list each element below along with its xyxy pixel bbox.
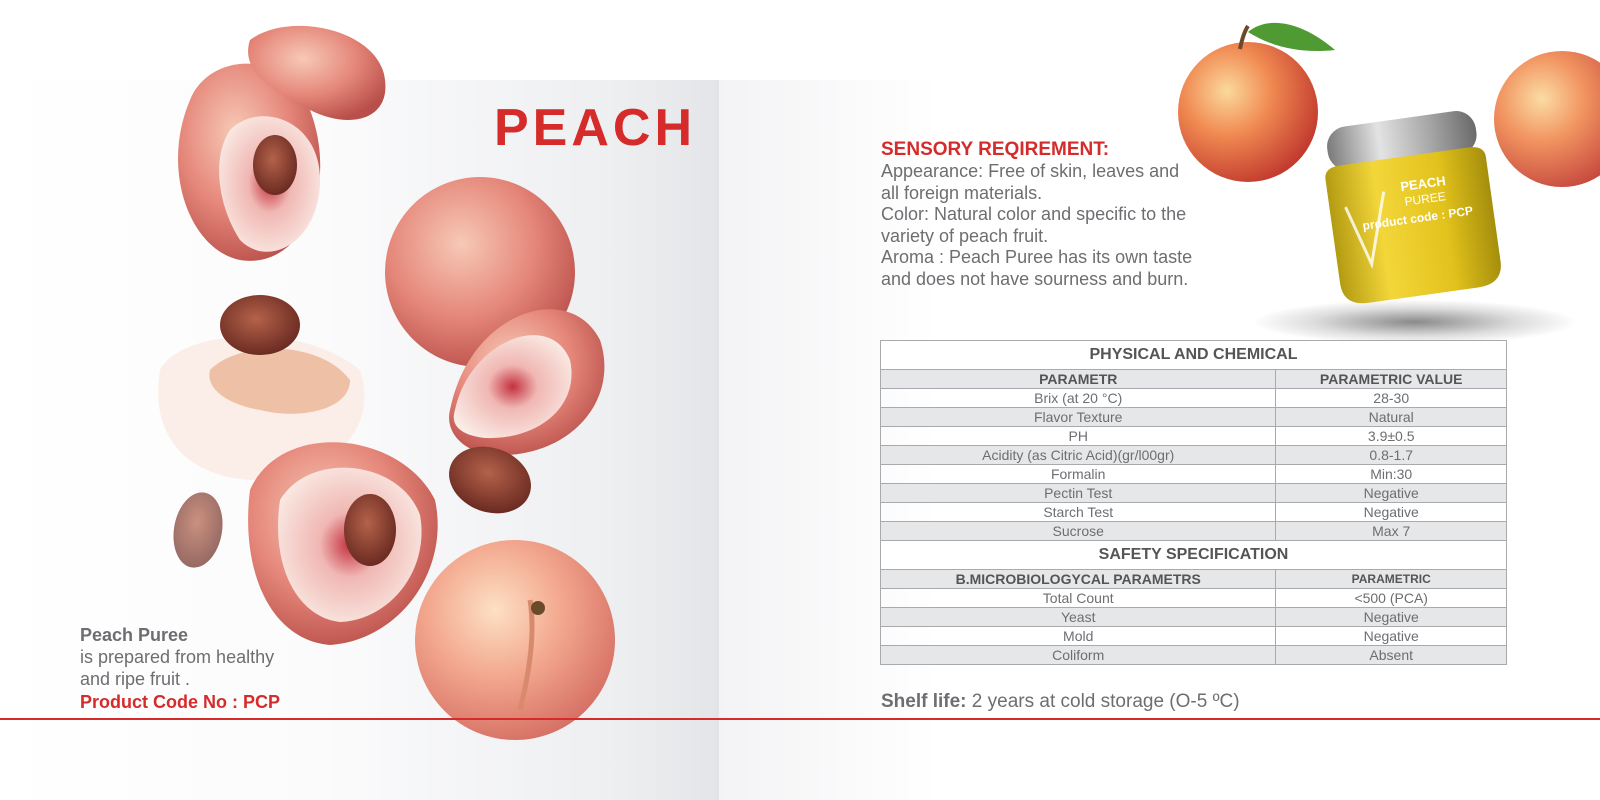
product-name: Peach Puree: [80, 625, 189, 645]
intro-line-2: and ripe fruit .: [80, 669, 191, 689]
table-row: [881, 465, 1507, 484]
table-cell: Flavor Texture: [881, 408, 1276, 427]
table-header-cell: PARAMETR: [881, 370, 1276, 389]
sensory-line: Color: Natural color and specific to the: [881, 204, 1187, 224]
sensory-line: all foreign materials.: [881, 182, 1043, 203]
table-row: [881, 446, 1507, 465]
sensory-line: and does not have sourness and burn.: [881, 268, 1189, 289]
table-cell: Acidity (as Citric Acid)(gr/l00gr): [881, 446, 1276, 465]
table-cell: 0.8-1.7: [1276, 446, 1507, 465]
table-row: [881, 627, 1507, 646]
table-cell: Max 7: [1276, 522, 1507, 541]
table-cell: Negative: [1276, 627, 1507, 646]
table-cell: PH: [881, 427, 1276, 446]
table-section-title: [881, 341, 1507, 370]
jar-shadow: [1255, 300, 1575, 344]
shelf-life: [881, 691, 1240, 713]
intro-text: [80, 624, 274, 690]
safety-title: SAFETY SPECIFICATION: [881, 541, 1507, 570]
specification-table: [880, 340, 1507, 665]
table-cell: Brix (at 20 °C): [881, 389, 1276, 408]
table-cell: 3.9±0.5: [1276, 427, 1507, 446]
table-row: [881, 608, 1507, 627]
table-header-cell: PARAMETRIC VALUE: [1276, 370, 1507, 389]
page-spine: [716, 80, 719, 800]
sensory-requirement: [881, 139, 1211, 290]
table-cell: Negative: [1276, 608, 1507, 627]
table-row: [881, 389, 1507, 408]
physical-title: PHYSICAL AND CHEMICAL: [881, 341, 1507, 370]
table-row: [881, 484, 1507, 503]
intro-line-1: is prepared from healthy: [80, 647, 275, 667]
table-cell: Min:30: [1276, 465, 1507, 484]
table-cell: Absent: [1276, 646, 1507, 665]
product-code: Product Code No : PCP: [80, 692, 281, 712]
table-row: [881, 427, 1507, 446]
table-cell: 28-30: [1276, 389, 1507, 408]
table-cell: Coliform: [881, 646, 1276, 665]
page-title: PEACH: [494, 99, 697, 157]
table-header-row: [881, 370, 1507, 389]
table-header-row: [881, 570, 1507, 589]
table-header-cell: PARAMETRIC: [1276, 570, 1507, 589]
table-cell: Negative: [1276, 503, 1507, 522]
shelf-life-label: Shelf life:: [881, 691, 967, 712]
table-row: [881, 522, 1507, 541]
shelf-life-value: 2 years at cold storage (O-5 ºC): [971, 691, 1240, 712]
table-section-title: [881, 541, 1507, 570]
sensory-line: variety of peach fruit.: [881, 225, 1049, 246]
table-row: [881, 646, 1507, 665]
table-cell: Starch Test: [881, 503, 1276, 522]
table-cell: Negative: [1276, 484, 1507, 503]
table-cell: Mold: [881, 627, 1276, 646]
jar-label-line-1: PEACH: [1399, 173, 1447, 195]
table-cell: <500 (PCA): [1276, 589, 1507, 608]
table-row: [881, 408, 1507, 427]
table-cell: Total Count: [881, 589, 1276, 608]
table-cell: Yeast: [881, 608, 1276, 627]
sensory-line: Appearance: Free of skin, leaves and: [881, 161, 1180, 181]
table-cell: Pectin Test: [881, 484, 1276, 503]
table-cell: Formalin: [881, 465, 1276, 484]
table-row: [881, 503, 1507, 522]
peach-puree-jar-illustration: [1316, 108, 1506, 304]
jar-label-line-3: product code : PCP: [1361, 203, 1474, 233]
table-cell: Sucrose: [881, 522, 1276, 541]
table-row: [881, 589, 1507, 608]
red-divider-line: [0, 718, 1600, 720]
table-header-cell: B.MICROBIOLOGYCAL PARAMETRS: [881, 570, 1276, 589]
table-cell: Natural: [1276, 408, 1507, 427]
sensory-line: Aroma : Peach Puree has its own taste: [881, 247, 1193, 267]
jar-label-line-2: PUREE: [1403, 189, 1447, 209]
sensory-heading: SENSORY REQIREMENT:: [881, 139, 1110, 160]
